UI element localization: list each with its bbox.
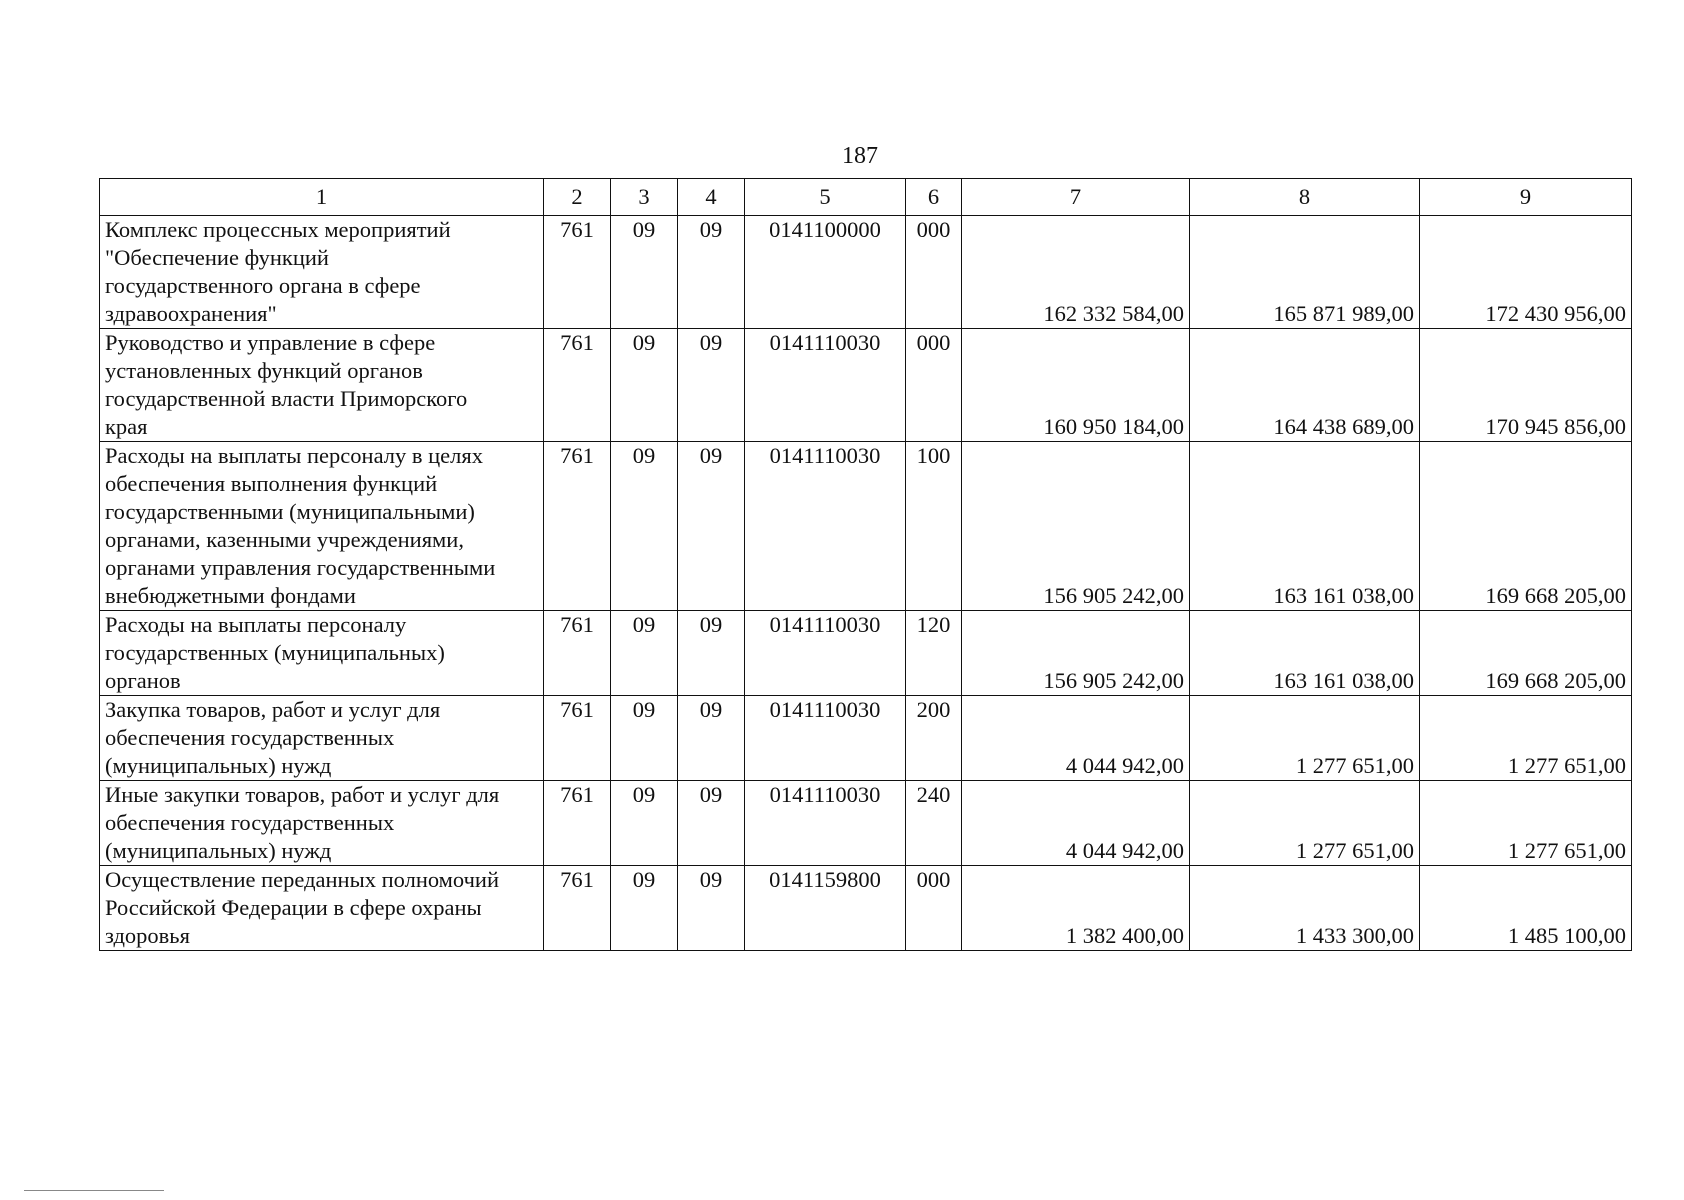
expense-type-cell: 200 — [906, 696, 962, 781]
column-number-header-row — [100, 179, 1632, 216]
expense-name-cell: Закупка товаров, работ и услуг для обеспечения государственных (муниципальных) нужд — [100, 696, 544, 781]
amount-cell: 4 044 942,00 — [962, 696, 1190, 781]
target-article-cell: 0141100000 — [745, 216, 906, 329]
target-article-cell: 0141110030 — [745, 696, 906, 781]
amount-cell: 1 485 100,00 — [1420, 866, 1632, 951]
amount-cell: 164 438 689,00 — [1190, 329, 1420, 442]
subsection-code-cell: 09 — [678, 442, 745, 611]
section-code-cell: 09 — [611, 329, 678, 442]
table-row — [100, 442, 1632, 611]
section-code-cell: 09 — [611, 866, 678, 951]
table-row — [100, 329, 1632, 442]
target-article-cell: 0141159800 — [745, 866, 906, 951]
subsection-code-cell: 09 — [678, 866, 745, 951]
subsection-code-cell: 09 — [678, 611, 745, 696]
column-header: 9 — [1420, 179, 1632, 216]
column-header: 2 — [544, 179, 611, 216]
ministry-code-cell: 761 — [544, 866, 611, 951]
column-header: 1 — [100, 179, 544, 216]
ministry-code-cell: 761 — [544, 216, 611, 329]
amount-cell: 1 433 300,00 — [1190, 866, 1420, 951]
table-row — [100, 866, 1632, 951]
section-code-cell: 09 — [611, 216, 678, 329]
column-header: 6 — [906, 179, 962, 216]
amount-cell: 156 905 242,00 — [962, 611, 1190, 696]
ministry-code-cell: 761 — [544, 696, 611, 781]
expense-name-cell: Комплекс процессных мероприятий "Обеспечение функций государственного органа в сфере здравоохранения" — [100, 216, 544, 329]
amount-cell: 169 668 205,00 — [1420, 611, 1632, 696]
target-article-cell: 0141110030 — [745, 781, 906, 866]
section-code-cell: 09 — [611, 696, 678, 781]
expense-name-cell: Расходы на выплаты персоналу в целях обеспечения выполнения функций государственными (муниципальными) органами, казенными учреждениями, органами управления государственными внебюджетными фондами — [100, 442, 544, 611]
section-code-cell: 09 — [611, 781, 678, 866]
column-header: 7 — [962, 179, 1190, 216]
column-header: 3 — [611, 179, 678, 216]
expense-type-cell: 240 — [906, 781, 962, 866]
amount-cell: 1 277 651,00 — [1190, 696, 1420, 781]
expense-type-cell: 100 — [906, 442, 962, 611]
amount-cell: 165 871 989,00 — [1190, 216, 1420, 329]
amount-cell: 163 161 038,00 — [1190, 442, 1420, 611]
target-article-cell: 0141110030 — [745, 442, 906, 611]
footnote-divider — [24, 1190, 164, 1191]
amount-cell: 4 044 942,00 — [962, 781, 1190, 866]
section-code-cell: 09 — [611, 611, 678, 696]
table-row — [100, 781, 1632, 866]
column-header: 4 — [678, 179, 745, 216]
expense-name-cell: Руководство и управление в сфере установленных функций органов государственной власти Приморского края — [100, 329, 544, 442]
ministry-code-cell: 761 — [544, 329, 611, 442]
amount-cell: 172 430 956,00 — [1420, 216, 1632, 329]
expense-type-cell: 120 — [906, 611, 962, 696]
target-article-cell: 0141110030 — [745, 329, 906, 442]
section-code-cell: 09 — [611, 442, 678, 611]
ministry-code-cell: 761 — [544, 611, 611, 696]
expense-type-cell: 000 — [906, 329, 962, 442]
amount-cell: 163 161 038,00 — [1190, 611, 1420, 696]
budget-table — [99, 178, 1632, 951]
amount-cell: 162 332 584,00 — [962, 216, 1190, 329]
column-header: 8 — [1190, 179, 1420, 216]
expense-name-cell: Осуществление переданных полномочий Российской Федерации в сфере охраны здоровья — [100, 866, 544, 951]
subsection-code-cell: 09 — [678, 696, 745, 781]
page-number: 187 — [842, 143, 878, 169]
amount-cell: 1 277 651,00 — [1420, 696, 1632, 781]
ministry-code-cell: 761 — [544, 442, 611, 611]
expense-type-cell: 000 — [906, 866, 962, 951]
amount-cell: 170 945 856,00 — [1420, 329, 1632, 442]
amount-cell: 156 905 242,00 — [962, 442, 1190, 611]
amount-cell: 1 277 651,00 — [1420, 781, 1632, 866]
subsection-code-cell: 09 — [678, 216, 745, 329]
subsection-code-cell: 09 — [678, 781, 745, 866]
expense-name-cell: Расходы на выплаты персоналу государственных (муниципальных) органов — [100, 611, 544, 696]
subsection-code-cell: 09 — [678, 329, 745, 442]
amount-cell: 1 277 651,00 — [1190, 781, 1420, 866]
column-header: 5 — [745, 179, 906, 216]
expense-type-cell: 000 — [906, 216, 962, 329]
table-row — [100, 696, 1632, 781]
ministry-code-cell: 761 — [544, 781, 611, 866]
amount-cell: 160 950 184,00 — [962, 329, 1190, 442]
table-row — [100, 216, 1632, 329]
target-article-cell: 0141110030 — [745, 611, 906, 696]
expense-name-cell: Иные закупки товаров, работ и услуг для обеспечения государственных (муниципальных) нужд — [100, 781, 544, 866]
amount-cell: 1 382 400,00 — [962, 866, 1190, 951]
table-row — [100, 611, 1632, 696]
amount-cell: 169 668 205,00 — [1420, 442, 1632, 611]
